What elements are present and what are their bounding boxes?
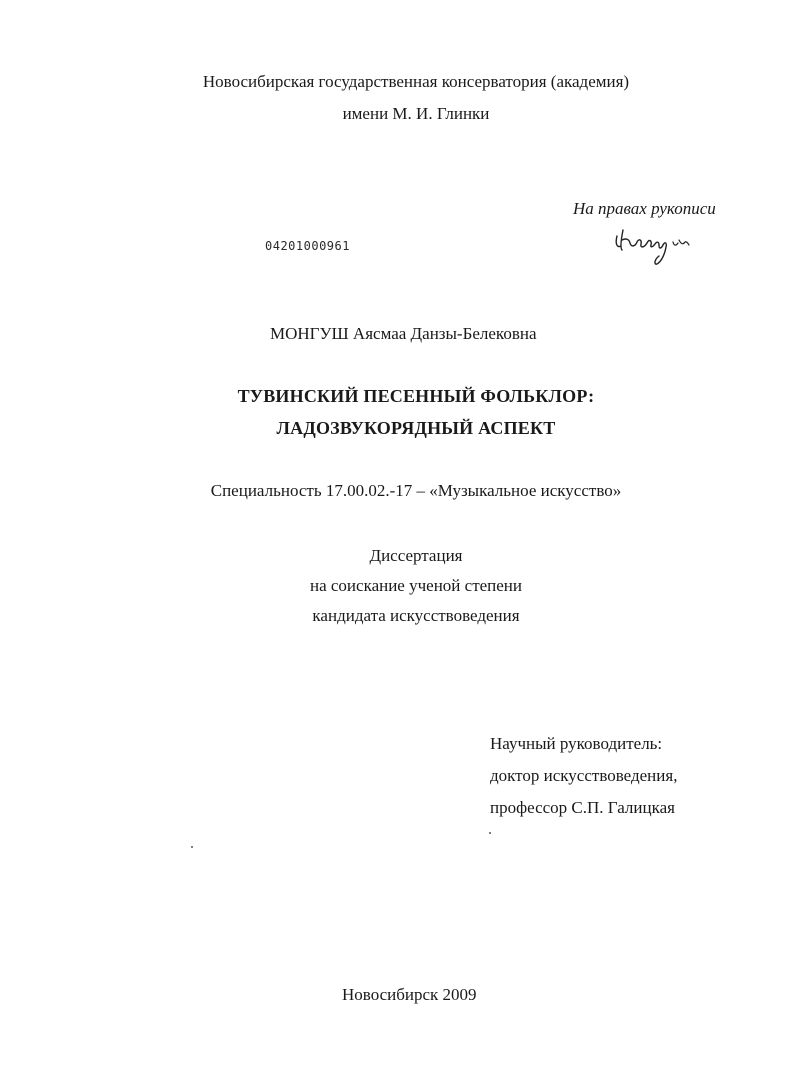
dissertation-title-line1: ТУВИНСКИЙ ПЕСЕННЫЙ ФОЛЬКЛОР: — [237, 386, 595, 406]
registry-number: 04201000961 — [265, 239, 350, 253]
supervisor-name: профессор С.П. Галицкая — [490, 798, 675, 817]
document-type: Диссертация — [369, 546, 463, 565]
specialty-code: Специальность 17.00.02.-17 – «Музыкальное искусство» — [210, 481, 622, 500]
author-name: МОНГУШ Аясмаа Данзы-Белековна — [270, 324, 537, 343]
city-and-year: Новосибирск 2009 — [342, 985, 477, 1004]
handwritten-signature — [611, 222, 701, 268]
institution-dedication: имени М. И. Глинки — [342, 104, 490, 123]
dissertation-title-line2: ЛАДОЗВУКОРЯДНЫЙ АСПЕКТ — [276, 418, 556, 438]
degree-purpose-line1: на соискание ученой степени — [309, 576, 523, 595]
scan-speck — [191, 846, 193, 848]
supervisor-label: Научный руководитель: — [490, 734, 663, 753]
scan-speck — [489, 832, 491, 834]
degree-purpose-line2: кандидата искусствоведения — [312, 606, 520, 625]
institution-name: Новосибирская государственная консерватория (академия) — [202, 72, 630, 91]
manuscript-rights-note: На правах рукописи — [573, 199, 716, 218]
supervisor-degree: доктор искусствоведения, — [490, 766, 678, 785]
